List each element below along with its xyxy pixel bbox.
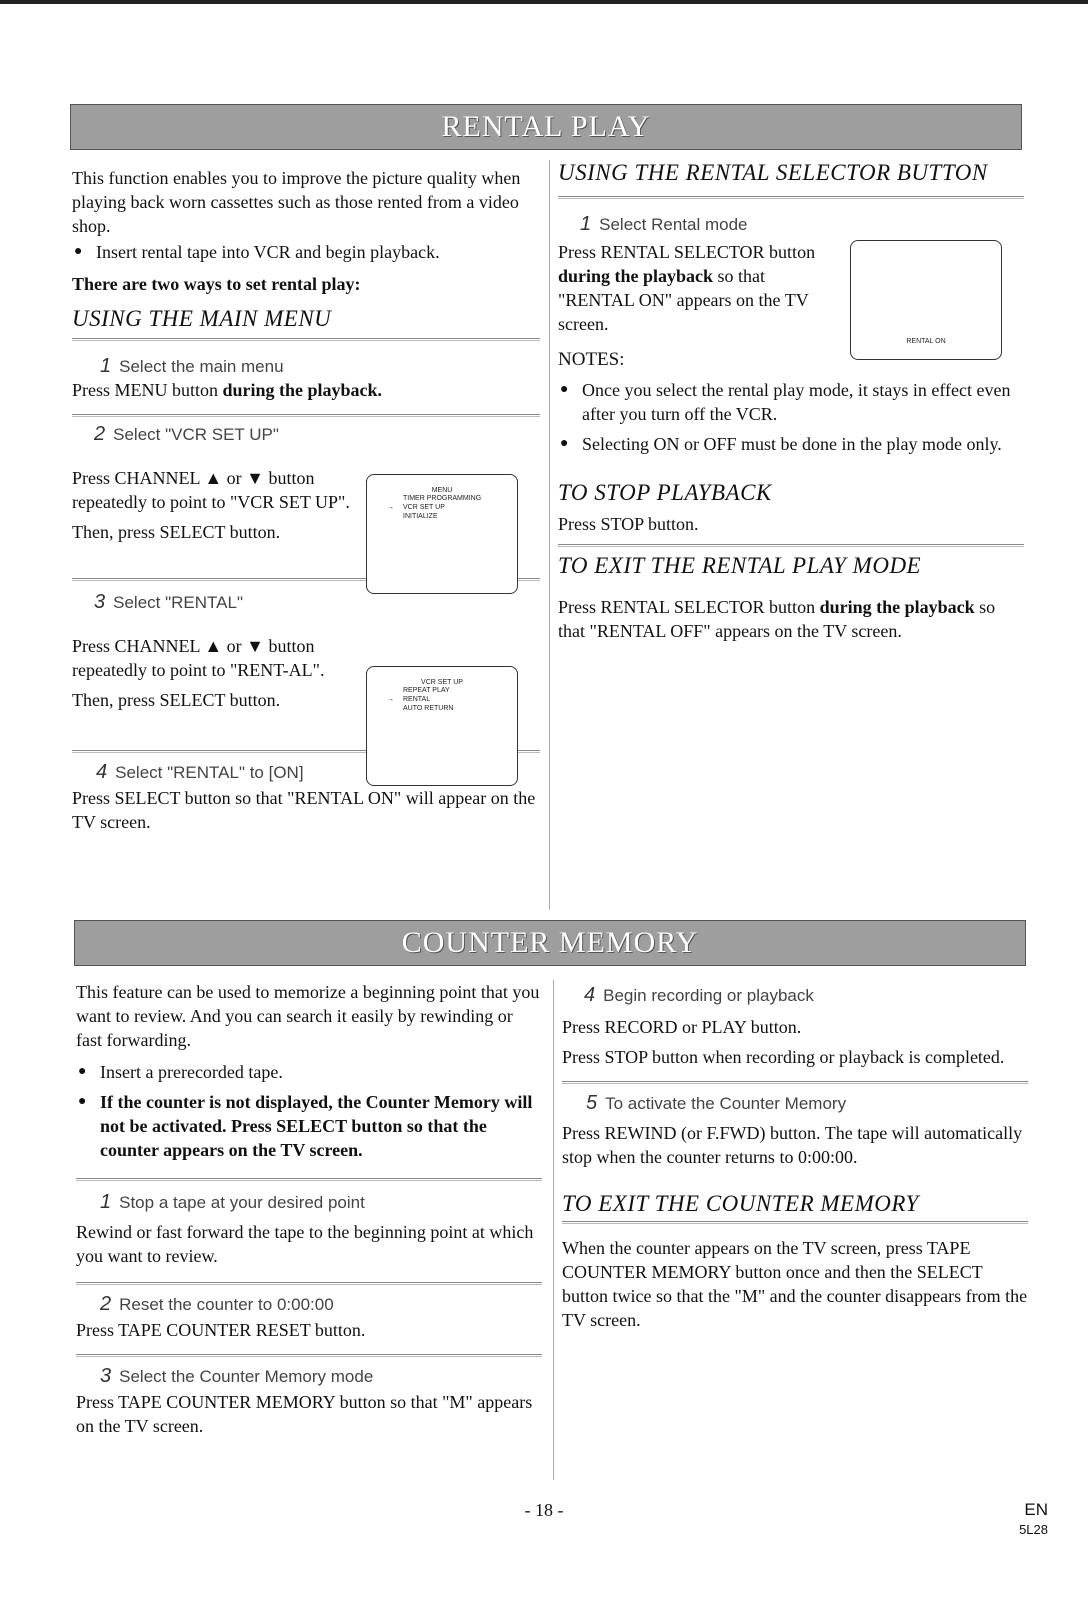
- counter-step-4-text-1: Press RECORD or PLAY button.: [562, 1017, 802, 1037]
- rental-bullet: ● Insert rental tape into VCR and begin playback.: [72, 240, 540, 264]
- counter-step-5-label: 5 To activate the Counter Memory: [586, 1092, 847, 1114]
- divider: [76, 1282, 542, 1285]
- step-1-text: Press MENU button during the playback.: [72, 380, 383, 400]
- column-divider: [549, 160, 550, 910]
- rental-on-screen-illustration: [850, 240, 1002, 360]
- selector-step-1-text: Press RENTAL SELECTOR button during the playback so that "RENTAL ON" appears on the TV screen.: [558, 242, 816, 334]
- menu-screen-item: TIMER PROGRAMMING: [403, 495, 482, 502]
- vcr-setup-screen-item: REPEAT PLAY: [403, 687, 450, 694]
- footer-code: 5L28: [1019, 1522, 1048, 1537]
- main-menu-title: USING THE MAIN MENU: [72, 306, 332, 331]
- rental-selector-title: USING THE RENTAL SELECTOR BUTTON: [558, 160, 988, 185]
- step-3-text: Press CHANNEL ▲ or ▼ button repeatedly to point to "RENT-AL".: [72, 636, 325, 680]
- step-4-label: 4 Select "RENTAL" to [ON]: [96, 761, 304, 783]
- notes-title: NOTES:: [558, 349, 625, 370]
- stop-playback-title: TO STOP PLAYBACK: [558, 480, 772, 505]
- menu-screen-item-selected: → VCR SET UP: [387, 504, 445, 511]
- rental-play-banner: [70, 104, 1022, 150]
- menu-screen-item: INITIALIZE: [403, 513, 438, 520]
- counter-step-5-text: Press REWIND (or F.FWD) button. The tape will automatically stop when the counter returns to 0:00:00.: [562, 1123, 1023, 1167]
- step-2-text: Press CHANNEL ▲ or ▼ button repeatedly to point to "VCR SET UP".: [72, 468, 350, 512]
- menu-screen-title: MENU: [431, 487, 453, 494]
- footer-lang-code: [1019, 1500, 1048, 1537]
- counter-intro: This feature can be used to memorize a beginning point that you want to review. And you can search it easily by rewinding or fast forwarding.: [76, 982, 540, 1050]
- divider: [76, 1354, 542, 1357]
- vcr-setup-screen-title: VCR SET UP: [421, 679, 463, 686]
- exit-counter-title: TO EXIT THE COUNTER MEMORY: [562, 1191, 919, 1216]
- pointer-arrow-icon: →: [387, 696, 394, 703]
- counter-right-column: [562, 984, 1028, 1332]
- counter-memory-title: COUNTER MEMORY: [401, 926, 699, 959]
- vcr-setup-screen-item: AUTO RETURN: [403, 705, 454, 712]
- exit-rental-text: Press RENTAL SELECTOR button during the playback so that "RENTAL OFF" appears on the TV screen.: [558, 597, 996, 641]
- rental-play-title: RENTAL PLAY: [441, 110, 651, 143]
- rental-intro: This function enables you to improve the picture quality when playing back worn cassettes such as those rented from a video shop.: [72, 168, 521, 236]
- pointer-arrow-icon: →: [387, 504, 394, 511]
- counter-step-1-label: 1 Stop a tape at your desired point: [100, 1191, 365, 1213]
- counter-step-4-text-2: Press STOP button when recording or playback is completed.: [562, 1047, 1005, 1067]
- stop-playback-text: Press STOP button.: [558, 514, 699, 534]
- step-4-text: Press SELECT button so that "RENTAL ON" will appear on the TV screen.: [72, 788, 536, 832]
- rental-on-screen-text: RENTAL ON: [906, 338, 946, 345]
- step-2-then: Then, press SELECT button.: [72, 522, 281, 542]
- step-3-label: 3 Select "RENTAL": [94, 591, 243, 613]
- divider: [562, 1081, 1028, 1084]
- footer-lang: EN: [1024, 1500, 1048, 1519]
- exit-counter-text: When the counter appears on the TV screen, press TAPE COUNTER MEMORY button once and then the SELECT button twice so that the "M" and the counter disappears from the TV screen.: [562, 1238, 1028, 1330]
- vcr-setup-screen-illustration: [366, 666, 518, 786]
- counter-step-4-label: 4 Begin recording or playback: [584, 984, 814, 1006]
- divider: [558, 196, 1024, 199]
- counter-left-column: [76, 980, 542, 1438]
- counter-bullet-1: ● Insert a prerecorded tape.: [76, 1060, 542, 1084]
- counter-step-3-label: 3 Select the Counter Memory mode: [100, 1365, 374, 1387]
- rental-right-column: [558, 160, 1024, 643]
- counter-step-3-text: Press TAPE COUNTER MEMORY button so that "M" appears on the TV screen.: [76, 1392, 533, 1436]
- top-border: [0, 0, 1088, 4]
- step-2-label: 2 Select "VCR SET UP": [94, 423, 279, 445]
- divider: [558, 544, 1024, 547]
- divider: [76, 1178, 542, 1181]
- counter-step-1-text: Rewind or fast forward the tape to the beginning point at which you want to review.: [76, 1222, 534, 1266]
- rental-two-ways: There are two ways to set rental play:: [72, 274, 361, 294]
- divider: [72, 414, 540, 417]
- step-3-then: Then, press SELECT button.: [72, 690, 281, 710]
- note-1: ● Once you select the rental play mode, it stays in effect even after you turn off the VCR.: [558, 378, 1024, 426]
- selector-step-1-label: 1 Select Rental mode: [580, 213, 748, 235]
- vcr-setup-screen-item-selected: → RENTAL: [387, 696, 431, 703]
- counter-step-2-label: 2 Reset the counter to 0:00:00: [100, 1293, 334, 1315]
- divider: [72, 338, 540, 341]
- page-number: - 18 -: [524, 1500, 564, 1520]
- counter-memory-banner: [74, 920, 1026, 966]
- exit-rental-title: TO EXIT THE RENTAL PLAY MODE: [558, 553, 922, 578]
- divider: [562, 1221, 1028, 1224]
- step-1-label: 1 Select the main menu: [100, 355, 284, 377]
- note-2: ● Selecting ON or OFF must be done in the play mode only.: [558, 432, 1024, 456]
- counter-bullet-2: ● If the counter is not displayed, the Counter Memory will not be activated. Press SELECT button so that the counter appears on the TV screen.: [76, 1090, 542, 1162]
- column-divider: [553, 980, 554, 1480]
- menu-screen-illustration: [366, 474, 518, 594]
- counter-step-2-text: Press TAPE COUNTER RESET button.: [76, 1320, 366, 1340]
